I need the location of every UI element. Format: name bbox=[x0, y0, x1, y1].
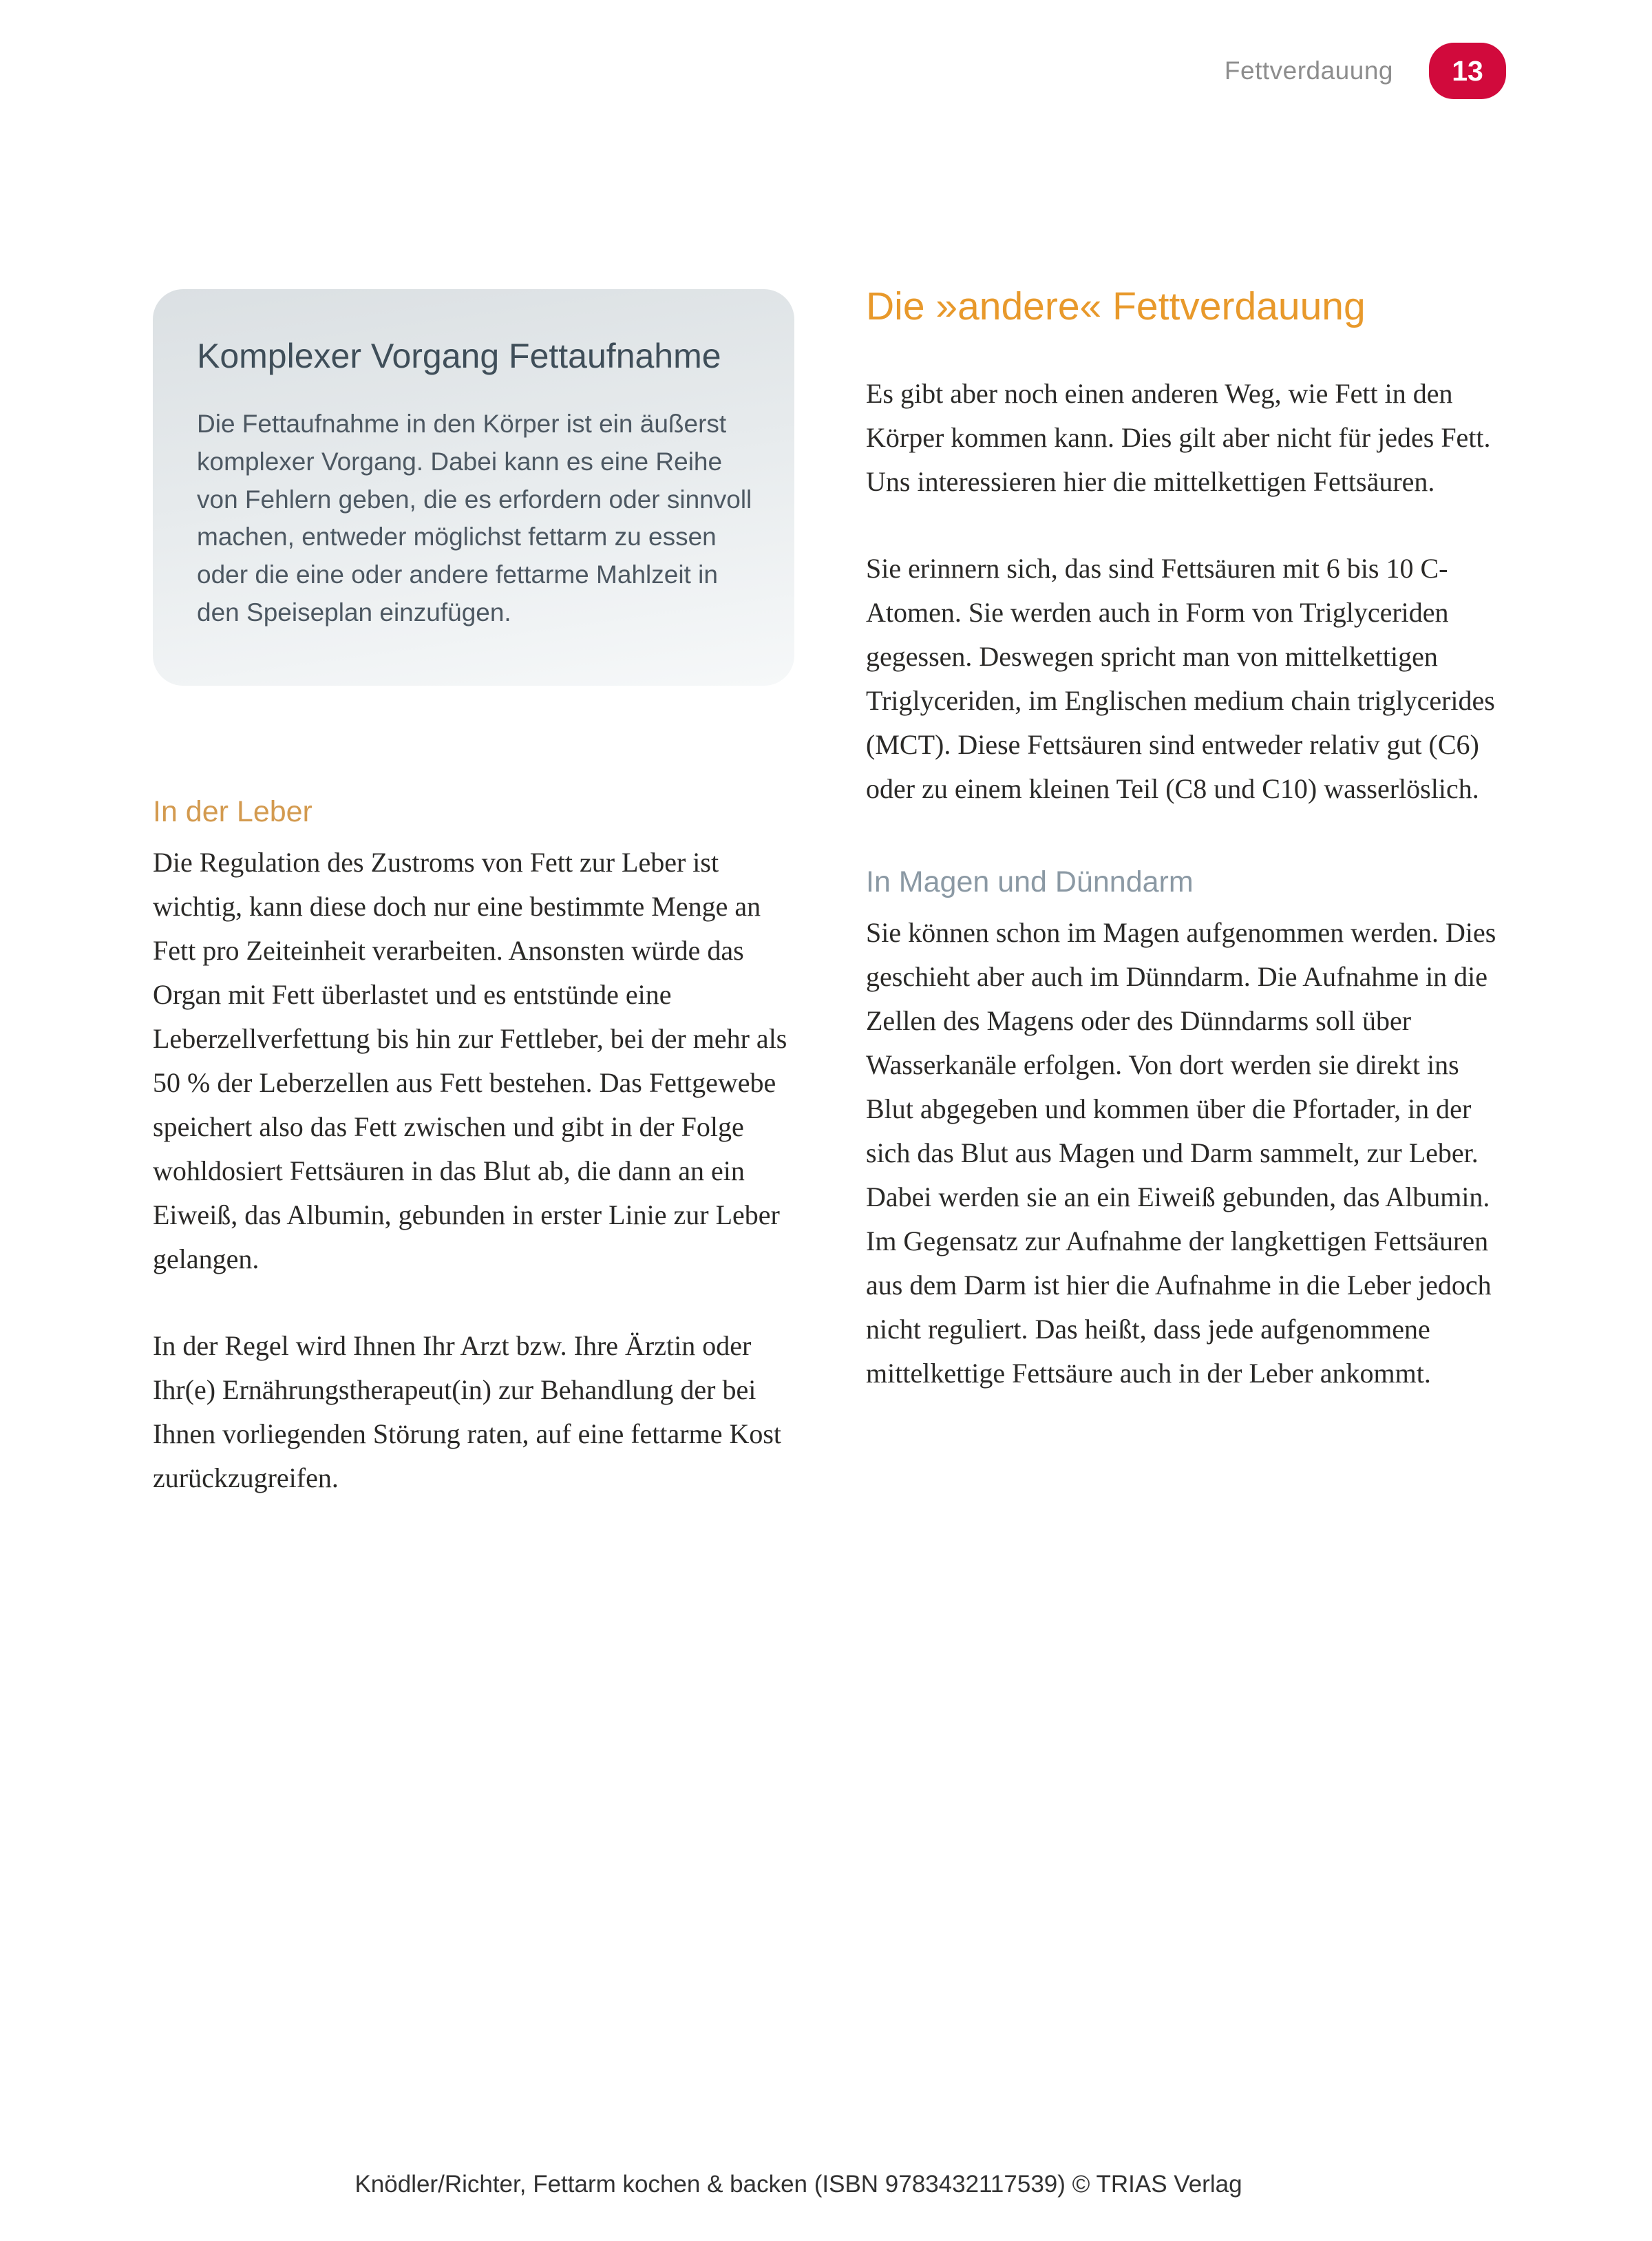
info-box-body: Die Fettaufnahme in den Körper ist ein äußerst komplexer Vorgang. Dabei kann es eine Reihe von Fehlern geben, die es erfordern oder sinnvoll machen, entweder möglichst fettarm zu essen oder die eine oder andere fettarme Mahlzeit in den Speiseplan einzufügen. bbox=[197, 410, 752, 627]
page-number: 13 bbox=[1452, 54, 1483, 87]
paragraph: Es gibt aber noch einen anderen Weg, wie Fett in den Körper kommen kann. Dies gilt aber nicht für jedes Fett. Uns interessieren hier die mittelkettigen Fettsäuren. bbox=[866, 377, 1491, 497]
running-head bbox=[1225, 43, 1506, 99]
paragraph: Die Regulation des Zustroms von Fett zur Leber ist wichtig, kann diese doch nur eine bestimmte Menge an Fett pro Zeiteinheit verarbeiten. Ansonsten würde das Organ mit Fett überlastet und es entstünde eine Leberzellverfettung bis hin zur Fettleber, bei der mehr als 50 % der Leberzellen aus Fett bestehen. Das Fettgewebe speichert also das Fett zwischen und gibt in der Folge wohldosiert Fettsäuren in das Blut ab, die dann an ein Eiweiß, das Albumin, gebunden in erster Linie zur Leber gelangen. bbox=[153, 847, 787, 1275]
section-heading-liver: In der Leber bbox=[153, 795, 313, 828]
running-title: Fettverdauung bbox=[1224, 56, 1393, 85]
chapter-heading: Die »andere« Fettverdauung bbox=[866, 284, 1366, 328]
paragraph: In der Regel wird Ihnen Ihr Arzt bzw. Ihre Ärztin oder Ihr(e) Ernährungstherapeut(in) zur Behandlung der bei Ihnen vorliegenden Störung raten, auf eine fettarme Kost zurückzugreifen. bbox=[153, 1330, 782, 1494]
page-number-badge bbox=[1429, 43, 1506, 99]
left-column bbox=[153, 289, 794, 1500]
right-column bbox=[866, 284, 1507, 1500]
info-box-title: Komplexer Vorgang Fettaufnahme bbox=[197, 337, 721, 375]
paragraph: Sie erinnern sich, das sind Fettsäuren mit 6 bis 10 C-Atomen. Sie werden auch in Form von Triglyceriden gegessen. Deswegen spricht man von mittelkettigen Triglyceriden, im Englischen medium chain triglycerides (MCT). Diese Fettsäuren sind entweder relativ gut (C6) oder zu einem kleinen Teil (C8 und C10) wasserlöslich. bbox=[866, 552, 1495, 804]
content-columns bbox=[153, 284, 1507, 1500]
section-heading-stomach: In Magen und Dünndarm bbox=[866, 865, 1194, 898]
info-box bbox=[153, 289, 794, 686]
footer-imprint: Knödler/Richter, Fettarm kochen & backen (ISBN 9783432117539) © TRIAS Verlag bbox=[354, 2171, 1242, 2198]
paragraph: Sie können schon im Magen aufgenommen werden. Dies geschieht aber auch im Dünndarm. Die Aufnahme in die Zellen des Magens oder des Dünndarms soll über Wasserkanäle erfolgen. Von dort werden sie direkt ins Blut abgegeben und kommen über die Pfortader, in der sich das Blut aus Magen und Darm sammelt, zur Leber. Dabei werden sie an ein Eiweiß gebunden, das Albumin. Im Gegensatz zur Aufnahme der langkettigen Fettsäuren aus dem Darm ist hier die Aufnahme in die Leber jedoch nicht reguliert. Das heißt, dass jede aufgenommene mittelkettige Fettsäure auch in der Leber ankommt. bbox=[866, 917, 1496, 1389]
